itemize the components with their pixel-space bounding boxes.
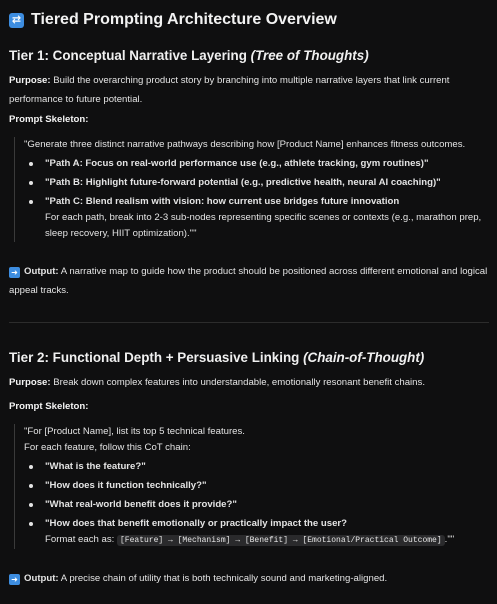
list-item: "Path A: Focus on real-world performance use (e.g., athlete tracking, gym routines)" xyxy=(24,156,497,172)
right-arrow-icon: ➜ xyxy=(9,574,20,585)
list-item: "How does it function technically?" xyxy=(24,478,497,494)
tier1-heading: Tier 1: Conceptual Narrative Layering (Tree of Thoughts) xyxy=(9,48,369,63)
tier2-heading: Tier 2: Functional Depth + Persuasive Linking (Chain-of-Thought) xyxy=(9,350,425,365)
tier2-purpose: Purpose: Break down complex features into understandable, emotionally resonant benefit chains. xyxy=(9,377,425,388)
tier2-output: ➜ Output: A precise chain of utility that is both technically sound and marketing-aligned. xyxy=(9,569,489,588)
tier1-quote-intro: "Generate three distinct narrative pathways describing how [Product Name] enhances fitness outcomes. xyxy=(24,139,466,150)
tier1-purpose: Purpose: Build the overarching product story by branching into multiple narrative layers that link current performance to future potential. xyxy=(9,75,450,105)
section-divider xyxy=(9,322,489,323)
tier1-skeleton-label: Prompt Skeleton: xyxy=(9,114,89,125)
list-item: "How does that benefit emotionally or practically impact the user? Format each as: [Feature] → [Mechanism] → [Benefit] → [Emotional/Practical Outcome] ."" xyxy=(24,516,497,549)
repeat-icon: ⇄ xyxy=(9,13,24,28)
list-item: "Path B: Highlight future-forward potential (e.g., predictive health, neural AI coaching)" xyxy=(24,175,497,191)
tier2-bullet-list xyxy=(24,459,497,549)
tier2-quote-line1: "For [Product Name], list its top 5 technical features. xyxy=(24,426,245,437)
list-item: "Path C: Blend realism with vision: how current use bridges future innovation For each path, break into 2-3 sub-nodes representing specific scenes or contexts (e.g., marathon prep, sleep recovery, HIIT optimization)."" xyxy=(24,194,497,242)
right-arrow-icon: ➜ xyxy=(9,267,20,278)
tier2-prompt-quote xyxy=(14,424,497,549)
format-code: [Feature] → [Mechanism] → [Benefit] → [Emotional/Practical Outcome] xyxy=(117,535,445,546)
tier2-quote-line2: For each feature, follow this CoT chain: xyxy=(24,442,191,453)
tier1-bullet-list xyxy=(24,156,497,242)
tier1-output: ➜ Output: A narrative map to guide how the product should be positioned across different emotional and logical appeal tracks. xyxy=(9,266,488,296)
tier2-skeleton-label: Prompt Skeleton: xyxy=(9,401,89,412)
page-title-text: Tiered Prompting Architecture Overview xyxy=(31,11,337,28)
tier1-prompt-quote xyxy=(14,137,497,242)
list-item: "What is the feature?" xyxy=(24,459,497,475)
page-title xyxy=(9,11,337,29)
list-item: "What real-world benefit does it provide?" xyxy=(24,497,497,513)
